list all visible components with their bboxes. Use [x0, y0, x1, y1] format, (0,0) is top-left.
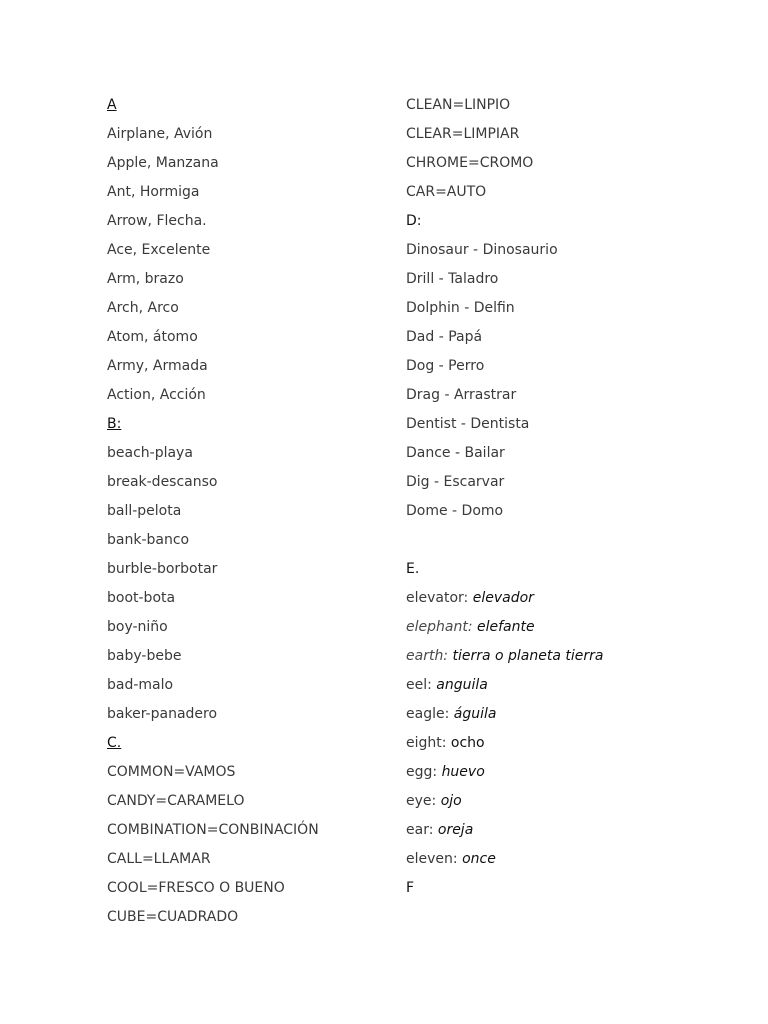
section-heading-c: C.	[107, 735, 122, 751]
vocab-entry: Ant, Hormiga	[107, 184, 200, 200]
spanish-translation: ojo	[440, 793, 462, 809]
english-word: elevator:	[406, 590, 469, 606]
vocab-entry: Dentist - Dentista	[406, 416, 530, 432]
section-heading-f: F	[406, 880, 415, 896]
vocab-entry: bad-malo	[107, 677, 174, 693]
english-word: eel:	[406, 677, 432, 693]
vocab-entry	[406, 729, 706, 758]
vocab-entry: Dance - Bailar	[406, 445, 505, 461]
vocab-entry: Airplane, Avión	[107, 126, 213, 142]
vocab-entry: CHROME=CROMO	[406, 155, 534, 171]
section-heading-b: B:	[107, 416, 122, 432]
vocab-entry: Dinosaur - Dinosaurio	[406, 242, 558, 258]
vocab-entry	[406, 671, 706, 700]
english-word: earth:	[406, 648, 449, 664]
spanish-translation: huevo	[441, 764, 485, 780]
vocab-entry: CANDY=CARAMELO	[107, 793, 245, 809]
vocab-entry: boy-niño	[107, 619, 168, 635]
vocab-entry: baker-panadero	[107, 706, 218, 722]
vocab-entry: baby-bebe	[107, 648, 182, 664]
vocab-entry	[406, 845, 706, 874]
vocab-entry: Drill - Taladro	[406, 271, 499, 287]
spanish-translation: elefante	[477, 619, 535, 635]
section-heading-a: A	[107, 97, 117, 113]
spanish-translation: tierra o planeta tierra	[452, 648, 604, 664]
english-word: elephant:	[406, 619, 473, 635]
left-column	[107, 91, 407, 932]
vocab-entry	[406, 642, 706, 671]
blank-line	[406, 526, 706, 555]
vocab-entry: boot-bota	[107, 590, 176, 606]
english-word: eagle:	[406, 706, 450, 722]
vocab-entry	[406, 816, 706, 845]
e-entries	[406, 584, 706, 874]
spanish-translation: anguila	[436, 677, 488, 693]
vocab-entry: burble-borbotar	[107, 561, 218, 577]
english-word: ear:	[406, 822, 434, 838]
vocab-entry: Arm, brazo	[107, 271, 184, 287]
vocab-entry: bank-banco	[107, 532, 190, 548]
section-heading-d: D:	[406, 213, 422, 229]
english-word: egg:	[406, 764, 438, 780]
vocab-entry: Atom, átomo	[107, 329, 198, 345]
english-word: eight:	[406, 735, 447, 751]
spanish-translation: elevador	[472, 590, 534, 606]
english-word: eleven:	[406, 851, 458, 867]
vocab-entry: Apple, Manzana	[107, 155, 219, 171]
vocab-entry: Dig - Escarvar	[406, 474, 505, 490]
vocab-entry: COMBINATION=CONBINACIÓN	[107, 822, 319, 838]
vocab-entry: COMMON=VAMOS	[107, 764, 236, 780]
right-column	[406, 91, 706, 903]
vocab-entry: Dad - Papá	[406, 329, 483, 345]
vocab-entry: Army, Armada	[107, 358, 208, 374]
section-heading-e: E.	[406, 561, 420, 577]
vocab-entry	[406, 584, 706, 613]
vocab-entry: Drag - Arrastrar	[406, 387, 517, 403]
vocab-entry: CALL=LLAMAR	[107, 851, 211, 867]
vocab-entry: CLEAR=LIMPIAR	[406, 126, 520, 142]
vocab-entry	[406, 758, 706, 787]
vocab-entry: Ace, Excelente	[107, 242, 211, 258]
vocab-entry	[406, 613, 706, 642]
vocab-entry: Dog - Perro	[406, 358, 485, 374]
vocab-entry: Dolphin - Delfin	[406, 300, 515, 316]
vocab-entry: Action, Acción	[107, 387, 206, 403]
vocab-entry: beach-playa	[107, 445, 193, 461]
vocab-entry: Dome - Domo	[406, 503, 504, 519]
spanish-translation: ocho	[450, 735, 485, 751]
english-word: eye:	[406, 793, 437, 809]
spanish-translation: oreja	[437, 822, 474, 838]
vocab-entry: COOL=FRESCO O BUENO	[107, 880, 285, 896]
vocab-entry: ball-pelota	[107, 503, 182, 519]
spanish-translation: águila	[453, 706, 497, 722]
vocab-entry: CUBE=CUADRADO	[107, 909, 239, 925]
spanish-translation: once	[462, 851, 496, 867]
vocab-entry: Arrow, Flecha.	[107, 213, 207, 229]
vocab-entry: CLEAN=LINPIO	[406, 97, 511, 113]
vocab-entry	[406, 787, 706, 816]
vocab-entry: break-descanso	[107, 474, 218, 490]
vocab-entry: CAR=AUTO	[406, 184, 487, 200]
vocab-entry	[406, 700, 706, 729]
vocab-entry: Arch, Arco	[107, 300, 179, 316]
